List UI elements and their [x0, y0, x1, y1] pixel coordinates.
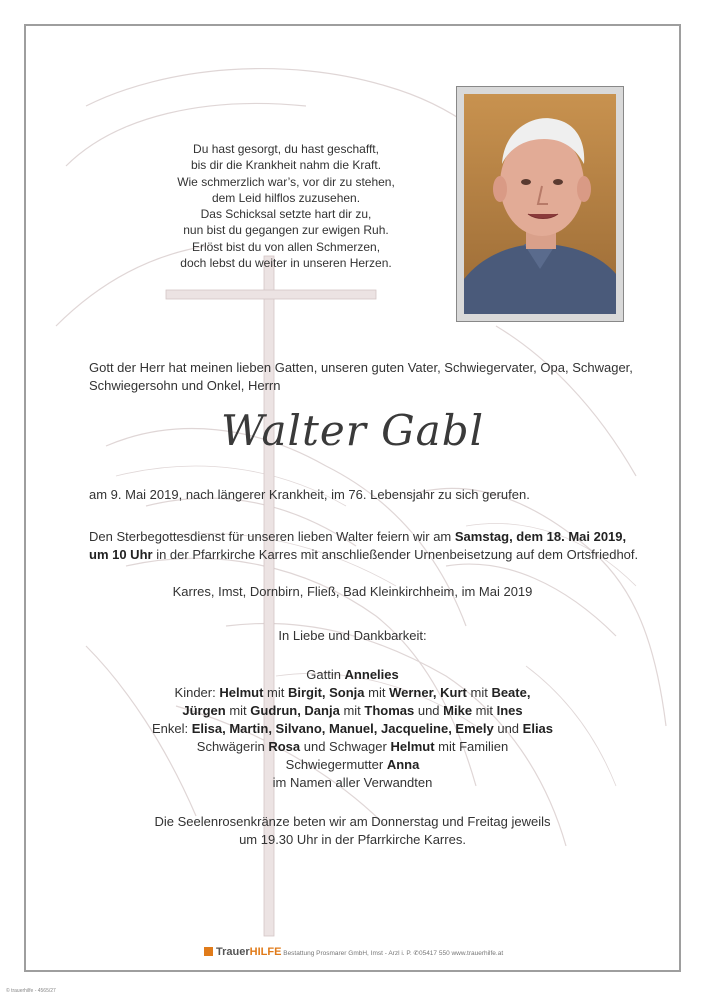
trauerhilfe-logo: TrauerHILFE: [204, 946, 281, 958]
copyright: © trauerhilfe - 4565/27: [6, 988, 56, 994]
poem-line: Wie schmerzlich war’s, vor dir zu stehen,: [177, 174, 395, 189]
family-line: Gattin Annelies: [306, 667, 399, 682]
portrait-frame: [456, 86, 624, 322]
family-line: Schwägerin Rosa und Schwager Helmut mit Familien: [196, 739, 509, 754]
family-line: Jürgen mit Gudrun, Danja mit Thomas und Mike mit Ines: [182, 703, 523, 718]
family-line: Enkel: Elisa, Martin, Silvano, Manuel, Jacqueline, Emely und Elias: [151, 721, 554, 736]
poem-line: Das Schicksal setzte hart dir zu,: [200, 207, 372, 222]
service-notice: [89, 528, 649, 564]
footer: [204, 946, 524, 958]
family-line: Schwiegermutter Anna: [285, 757, 420, 772]
poem-line: Erlöst bist du von allen Schmerzen,: [191, 239, 381, 254]
rosary-line: um 19.30 Uhr in der Pfarrkirche Karres.: [239, 832, 466, 847]
deceased-name: Walter Gabl: [220, 406, 485, 455]
family-list: [26, 666, 679, 792]
family-line: Kinder: Helmut mit Birgit, Sonja mit Werner, Kurt mit Beate,: [174, 685, 531, 700]
rosary-notice: [26, 813, 679, 849]
closing-line: In Liebe und Dankbarkeit:: [278, 628, 427, 643]
poem-line: Du hast gesorgt, du hast geschafft,: [193, 142, 379, 156]
intro-text: Gott der Herr hat meinen lieben Gatten, unseren guten Vater, Schwiegervater, Opa, Schwager, Schwiegersohn und Onkel, Herrn: [89, 360, 633, 393]
death-notice: am 9. Mai 2019, nach längerer Krankheit, im 76. Lebensjahr zu sich gerufen.: [89, 487, 530, 502]
obituary-card: [24, 24, 681, 972]
service-text-2: in der Pfarrkirche Karres mit anschließender Urnenbeisetzung auf dem Ortsfriedhof.: [152, 547, 639, 562]
service-text: Den Sterbegottesdienst für unseren lieben Walter feiern wir am: [89, 529, 455, 544]
places-date: Karres, Imst, Dornbirn, Fließ, Bad Kleinkirchheim, im Mai 2019: [172, 584, 533, 599]
poem-line: dem Leid hilflos zuzusehen.: [211, 190, 361, 205]
family-line: im Namen aller Verwandten: [272, 775, 433, 790]
poem: [126, 141, 446, 271]
service-date: Samstag, dem 18. Mai 2019,: [454, 529, 627, 544]
logo-icon: [204, 947, 213, 956]
poem-line: nun bist du gegangen zur ewigen Ruh.: [183, 223, 389, 238]
service-time: um 10 Uhr: [89, 547, 153, 562]
portrait-photo: [464, 94, 616, 314]
poem-line: doch lebst du weiter in unseren Herzen.: [180, 256, 392, 271]
portrait-illustration: [464, 94, 616, 314]
rosary-line: Die Seelenrosenkränze beten wir am Donnerstag und Freitag jeweils: [154, 814, 551, 829]
footer-info: Bestattung Prosmarer GmbH, Imst - Arzl i. P. ✆05417 550 www.trauerhilfe.at: [283, 950, 504, 957]
poem-line: bis dir die Krankheit nahm die Kraft.: [190, 158, 382, 173]
